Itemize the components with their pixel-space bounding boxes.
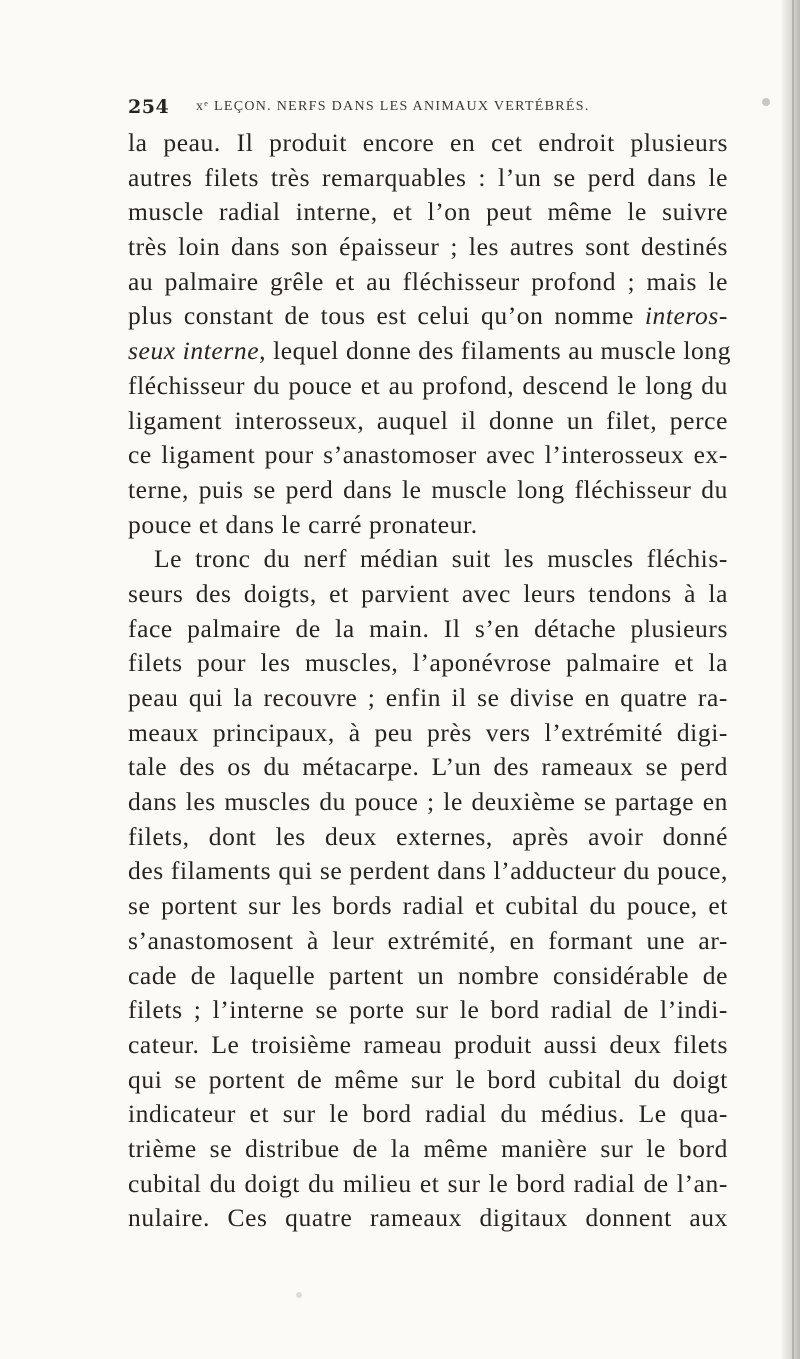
text-line: tale des os du métacarpe. L’un des rameaux se perd bbox=[128, 752, 728, 782]
text-line: filets, dont les deux externes, après avoir donné bbox=[128, 821, 728, 851]
page-number: 254 bbox=[128, 96, 170, 118]
text-line: des filaments qui se perdent dans l’adducteur du pouce, bbox=[128, 856, 728, 886]
text-line: très loin dans son épaisseur ; les autres sont destinés bbox=[128, 232, 728, 262]
italic-term: interos- bbox=[644, 301, 728, 331]
text-line bbox=[128, 299, 728, 334]
text-line: Le tronc du nerf médian suit les muscles fléchis- bbox=[154, 544, 728, 574]
text-line: filets ; l’interne se porte sur le bord radial de l’indi- bbox=[128, 995, 728, 1025]
text-line: la peau. Il produit encore en cet endroit plusieurs bbox=[128, 128, 728, 157]
text-segment: , lequel donne des filaments au muscle long bbox=[259, 336, 732, 366]
body-text bbox=[128, 126, 732, 1236]
text-line: ce ligament pour s’anastomoser avec l’interosseux ex- bbox=[128, 440, 728, 470]
text-line: peau qui la recouvre ; enfin il se divise en quatre ra- bbox=[128, 683, 728, 712]
text-line: face palmaire de la main. Il s’en détache plusieurs bbox=[128, 613, 728, 643]
text-line: autres filets très remarquables : l’un se perd dans le bbox=[128, 162, 728, 192]
text-line: trième se distribue de la même manière sur le bord bbox=[128, 1133, 728, 1163]
text-line: filets pour les muscles, l’aponévrose palmaire et la bbox=[128, 648, 728, 678]
text-line: fléchisseur du pouce et au profond, descend le long du bbox=[128, 370, 728, 400]
text-line: cubital du doigt du milieu et sur le bord radial de l’an- bbox=[128, 1168, 728, 1198]
text-line: s’anastomosent à leur extrémité, en formant une ar- bbox=[128, 925, 728, 955]
text-line: meaux principaux, à peu près vers l’extrémité digi- bbox=[128, 717, 728, 747]
text-line: se portent sur les bords radial et cubital du pouce, et bbox=[128, 891, 728, 921]
text-line: cateur. Le troisième rameau produit aussi deux filets bbox=[128, 1029, 728, 1059]
text-line: dans les muscles du pouce ; le deuxième se partage en bbox=[128, 787, 728, 817]
text-line: indicateur et sur le bord radial du médius. Le qua- bbox=[128, 1099, 728, 1129]
text-line: qui se portent de même sur le bord cubital du doigt bbox=[128, 1064, 728, 1094]
text-line: ligament interosseux, auquel il donne un filet, perce bbox=[128, 405, 728, 435]
ink-spot bbox=[762, 98, 770, 106]
text-line: muscle radial interne, et l’on peut même le suivre bbox=[128, 197, 728, 227]
text-line bbox=[128, 334, 732, 369]
text-line: au palmaire grêle et au fléchisseur profond ; mais le bbox=[128, 266, 728, 296]
text-line: terne, puis se perd dans le muscle long fléchisseur du bbox=[128, 474, 728, 504]
text-line: nulaire. Ces quatre rameaux digitaux donnent aux bbox=[128, 1203, 728, 1233]
running-head bbox=[128, 96, 688, 120]
text-line: cade de laquelle partent un nombre considérable de bbox=[128, 960, 728, 990]
italic-term: seux interne bbox=[128, 336, 260, 366]
page-edge-line bbox=[792, 0, 794, 1359]
page-edge-shadow bbox=[782, 0, 800, 1359]
text-segment: plus constant de tous est celui qu’on nomme bbox=[128, 301, 634, 331]
running-head-title: xᵉ LEÇON. NERFS DANS LES ANIMAUX VERTÉBRÉS. bbox=[196, 99, 590, 114]
text-line: pouce et dans le carré pronateur. bbox=[128, 509, 478, 539]
ink-spot bbox=[296, 1292, 302, 1298]
text-line: seurs des doigts, et parvient avec leurs tendons à la bbox=[128, 578, 728, 608]
